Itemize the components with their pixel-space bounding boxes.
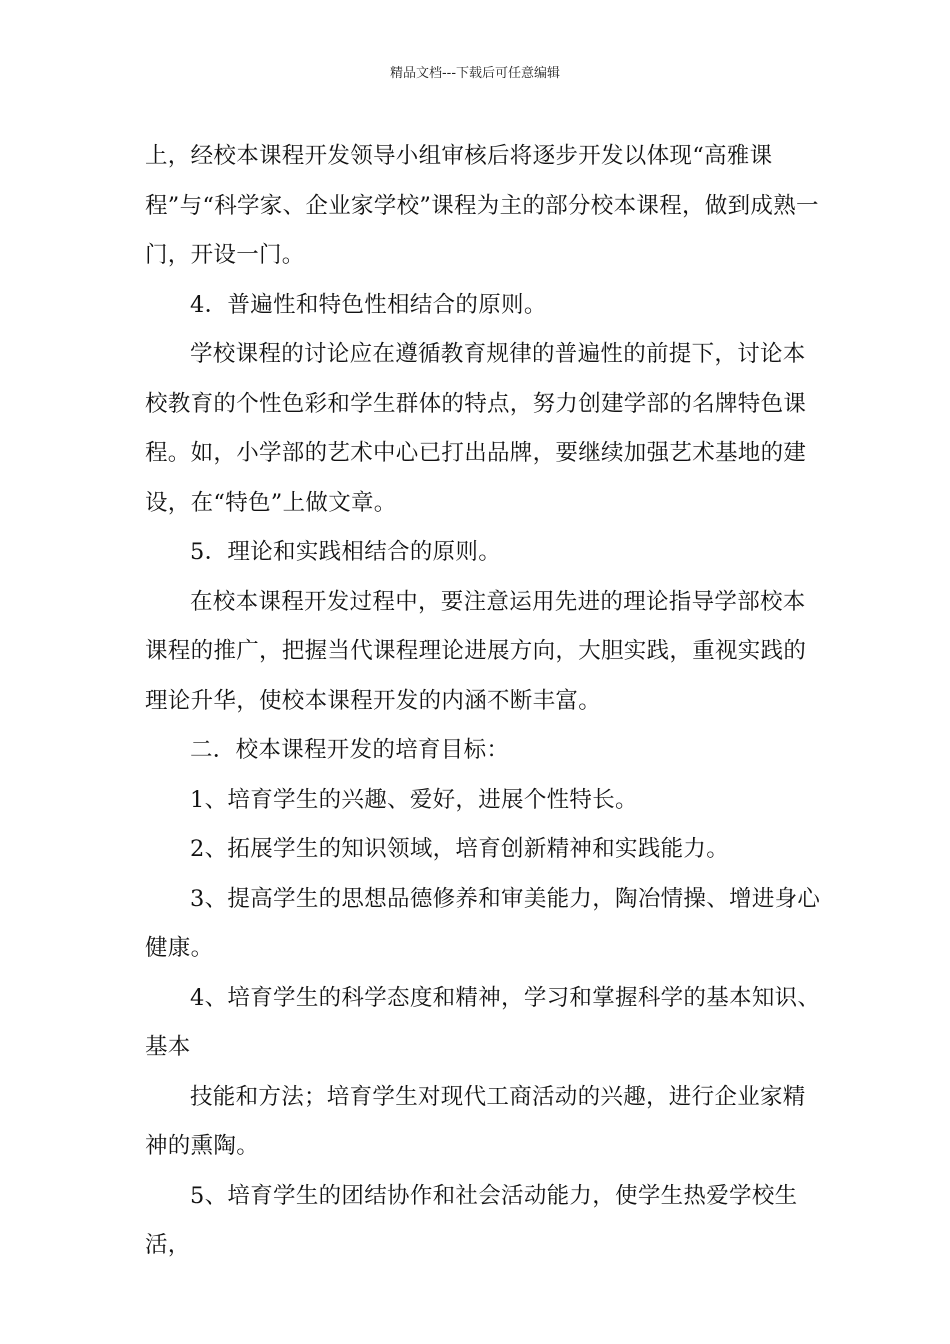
paragraph-8: 2、拓展学生的知识领域，培育创新精神和实践能力。 xyxy=(190,836,730,862)
paragraph-2: 4．普遍性和特色性相结合的原则。 xyxy=(190,291,547,318)
document-body xyxy=(145,132,825,1271)
paragraph-12: 5、培育学生的团结协作和社会活动能力，使学生热爱学校生活， xyxy=(145,1182,798,1258)
paragraph-6: 二．校本课程开发的培育目标： xyxy=(190,737,510,763)
page-header: 精品文档---下载后可任意编辑 xyxy=(389,66,561,81)
paragraph-4: 5．理论和实践相结合的原则。 xyxy=(190,539,502,565)
paragraph-9: 3、提高学生的思想品德修养和审美能力，陶冶情操、增进身心健康。 xyxy=(145,885,821,961)
paragraph-10: 4、培育学生的科学态度和精神，学习和掌握科学的基本知识、基本 xyxy=(145,984,821,1060)
paragraph-7: 1、培育学生的兴趣、爱好，进展个性特长。 xyxy=(190,786,638,813)
paragraph-11: 技能和方法；培育学生对现代工商活动的兴趣，进行企业家精神的熏陶。 xyxy=(145,1083,806,1159)
paragraph-5: 在校本课程开发过程中，要注意运用先进的理论指导学部校本课程的推广，把握当代课程理论进展方向，大胆实践，重视实践的理论升华，使校本课程开发的内涵不断丰富。 xyxy=(145,588,807,714)
paragraph-3: 学校课程的讨论应在遵循教育规律的普遍性的前提下，讨论本校教育的个性色彩和学生群体的特点，努力创建学部的名牌特色课程。如，小学部的艺术中心已打出品牌，要继续加强艺术基地的建设，在“特色”上做文章。 xyxy=(145,341,807,516)
paragraph-1: 上，经校本课程开发领导小组审核后将逐步开发以体现“高雅课程”与“科学家、企业家学校”课程为主的部分校本课程，做到成熟一门，开设一门。 xyxy=(145,143,819,268)
